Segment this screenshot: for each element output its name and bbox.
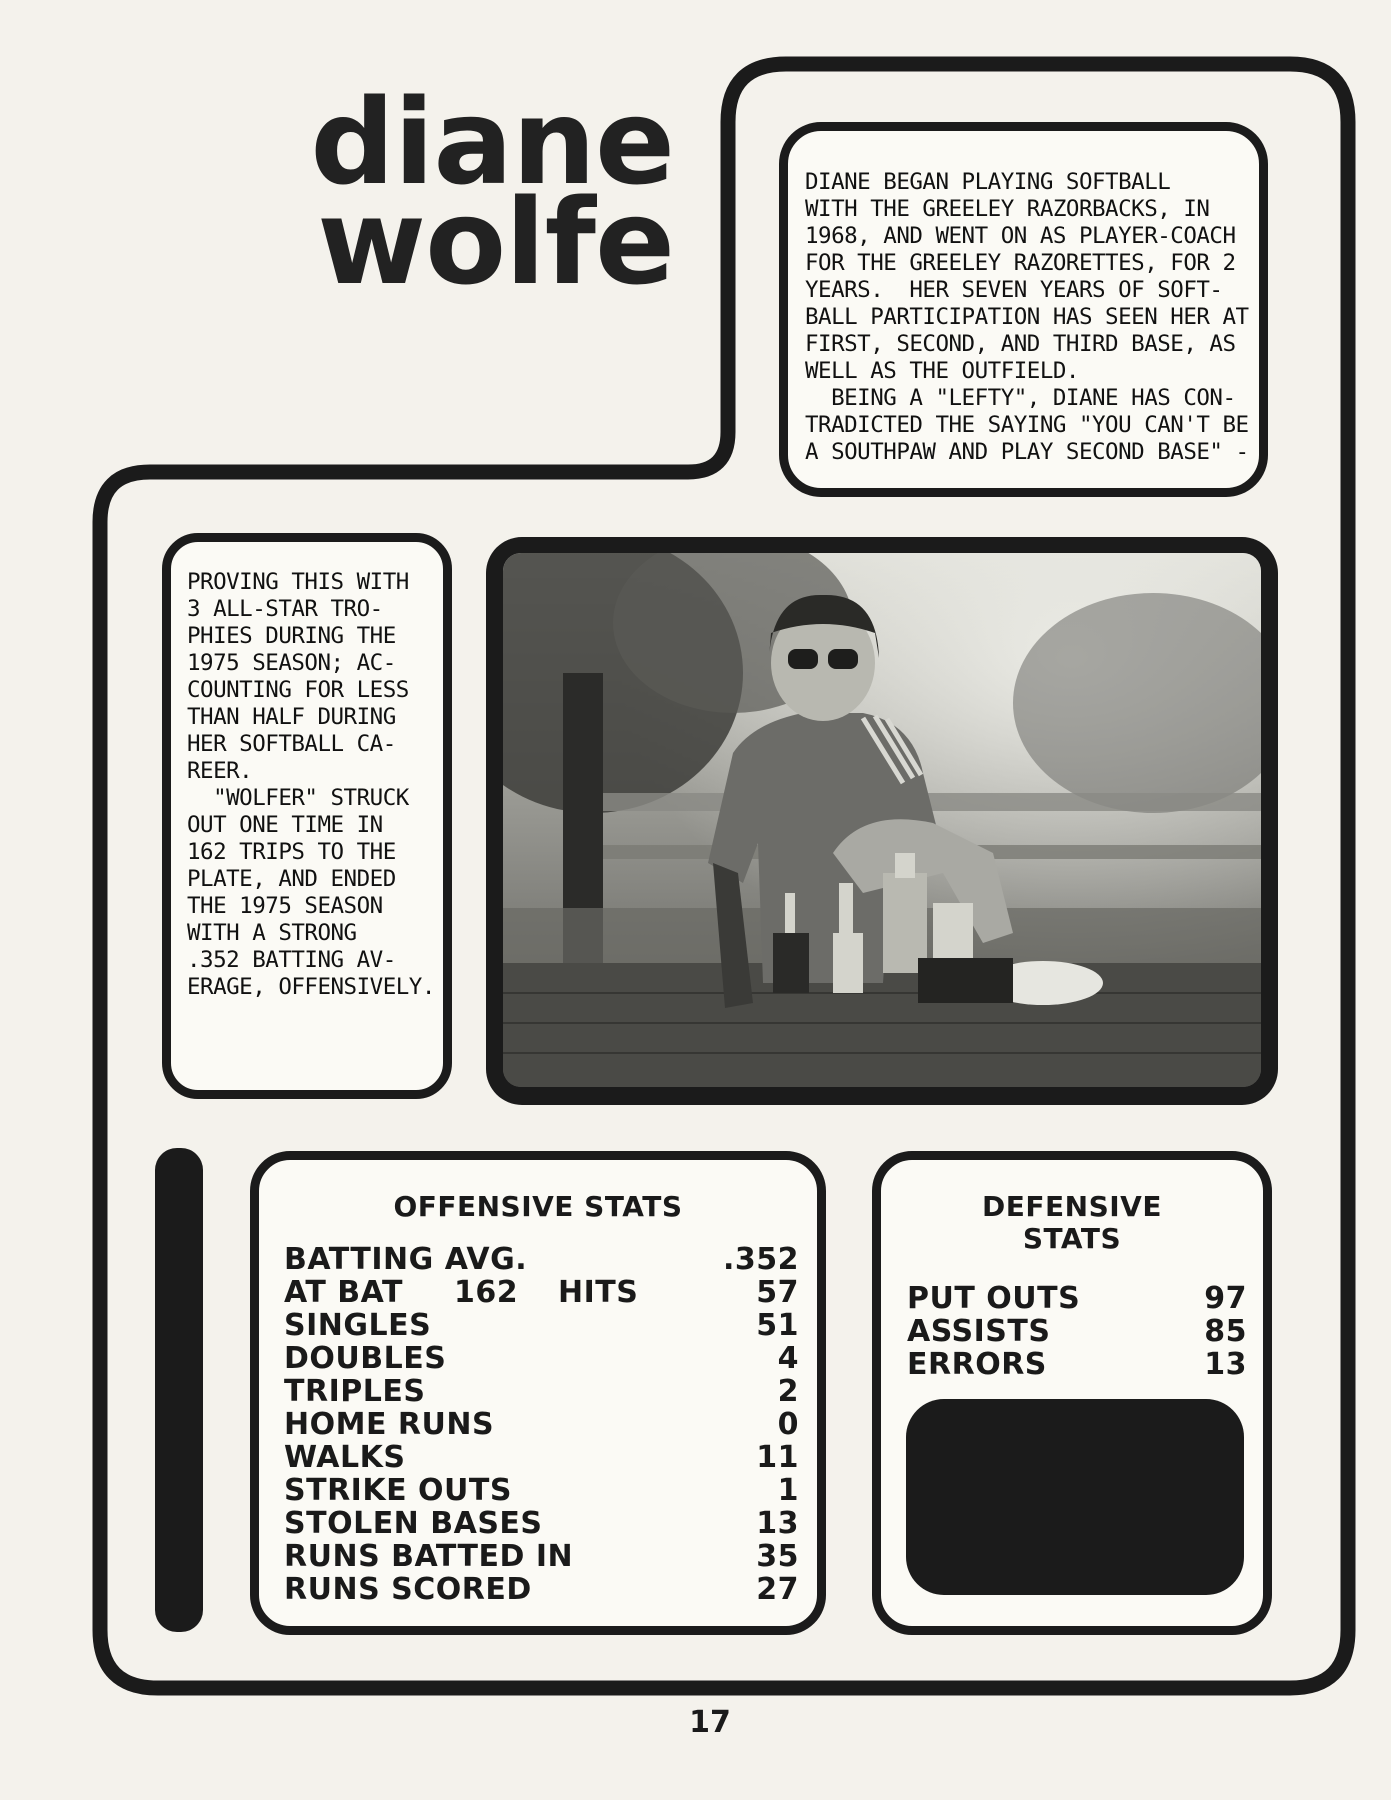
stat-value: 85 bbox=[1204, 1314, 1247, 1349]
stat-row bbox=[907, 1282, 1247, 1315]
stat-value-hits: 57 bbox=[756, 1275, 799, 1310]
stat-row bbox=[284, 1408, 799, 1441]
stat-row bbox=[284, 1507, 799, 1540]
offensive-stats-box bbox=[250, 1151, 826, 1635]
page-number: 17 bbox=[689, 1705, 731, 1740]
stat-value: 11 bbox=[756, 1440, 799, 1475]
stat-value: 13 bbox=[756, 1506, 799, 1541]
stat-label: BATTING AVG. bbox=[284, 1242, 528, 1277]
stat-label-hits: HITS bbox=[558, 1275, 639, 1310]
stat-value: 97 bbox=[1204, 1281, 1247, 1316]
stat-value: 51 bbox=[756, 1308, 799, 1343]
stat-label: DOUBLES bbox=[284, 1341, 447, 1376]
stat-value: 2 bbox=[777, 1374, 799, 1409]
stat-label: ASSISTS bbox=[907, 1314, 1051, 1349]
bio-text-left: PROVING THIS WITH 3 ALL-STAR TRO- PHIES DURING THE 1975 SEASON; AC- COUNTING FOR LESS THAN HALF DURING HER SOFTBALL CA- REER. "WOLFER" STRUCK OUT ONE TIME IN 162 TRIPS TO THE PLATE, AND ENDED THE 1975 SEASON WITH A STRONG .352 BATTING AV- ERAGE, OFFENSIVELY. bbox=[187, 569, 435, 1000]
bio-box-left bbox=[162, 533, 452, 1099]
stat-label-at-bat: AT BAT bbox=[284, 1275, 404, 1310]
stat-row-batting-avg bbox=[284, 1243, 799, 1276]
stat-value: 13 bbox=[1204, 1347, 1247, 1382]
title-first-name: diane bbox=[310, 73, 674, 211]
stat-value: 0 bbox=[777, 1407, 799, 1442]
stat-value: .352 bbox=[722, 1242, 799, 1277]
defensive-stats-title-line1: DEFENSIVE bbox=[982, 1190, 1162, 1223]
stat-label: ERRORS bbox=[907, 1347, 1047, 1382]
stat-value: 27 bbox=[756, 1572, 799, 1607]
stat-label: PUT OUTS bbox=[907, 1281, 1081, 1316]
stat-row bbox=[284, 1441, 799, 1474]
stat-label: STOLEN BASES bbox=[284, 1506, 543, 1541]
side-bar bbox=[155, 1148, 203, 1632]
stat-value: 4 bbox=[777, 1341, 799, 1376]
bio-box-top bbox=[779, 122, 1268, 497]
stat-label: RUNS BATTED IN bbox=[284, 1539, 574, 1574]
offensive-stats-title: OFFENSIVE STATS bbox=[393, 1190, 683, 1223]
stat-row bbox=[907, 1315, 1247, 1348]
stat-row bbox=[907, 1348, 1247, 1381]
stat-row bbox=[284, 1375, 799, 1408]
offensive-stats-list bbox=[284, 1243, 799, 1606]
stat-value: 1 bbox=[777, 1473, 799, 1508]
stat-value-at-bat: 162 bbox=[454, 1275, 519, 1310]
stat-value: 35 bbox=[756, 1539, 799, 1574]
stat-row bbox=[284, 1573, 799, 1606]
title-last-name: wolfe bbox=[317, 173, 674, 311]
stat-label: SINGLES bbox=[284, 1308, 432, 1343]
stat-row bbox=[284, 1474, 799, 1507]
defensive-stats-title-line2: STATS bbox=[1022, 1222, 1122, 1255]
blank-panel bbox=[906, 1399, 1244, 1595]
defensive-stats-list bbox=[907, 1282, 1247, 1381]
stat-row-at-bat bbox=[284, 1276, 799, 1309]
stat-row bbox=[284, 1342, 799, 1375]
stat-row bbox=[284, 1309, 799, 1342]
stat-row bbox=[284, 1540, 799, 1573]
stat-label: HOME RUNS bbox=[284, 1407, 495, 1442]
defensive-stats-box bbox=[872, 1151, 1272, 1635]
stat-label: RUNS SCORED bbox=[284, 1572, 532, 1607]
stat-label: STRIKE OUTS bbox=[284, 1473, 512, 1508]
bio-text-top: DIANE BEGAN PLAYING SOFTBALL WITH THE GREELEY RAZORBACKS, IN 1968, AND WENT ON AS PLAYER-COACH FOR THE GREELEY RAZORETTES, FOR 2 YEARS. HER SEVEN YEARS OF SOFT- BALL PARTICIPATION HAS SEEN HER AT FIRST, SECOND, AND THIRD BASE, AS WELL AS THE OUTFIELD. BEING A "LEFTY", DIANE HAS CON- TRADICTED THE SAYING "YOU CAN'T BE A SOUTHPAW AND PLAY SECOND BASE" - bbox=[805, 169, 1249, 465]
player-photo bbox=[503, 553, 1261, 1087]
stat-label: TRIPLES bbox=[284, 1374, 426, 1409]
stat-label: WALKS bbox=[284, 1440, 406, 1475]
